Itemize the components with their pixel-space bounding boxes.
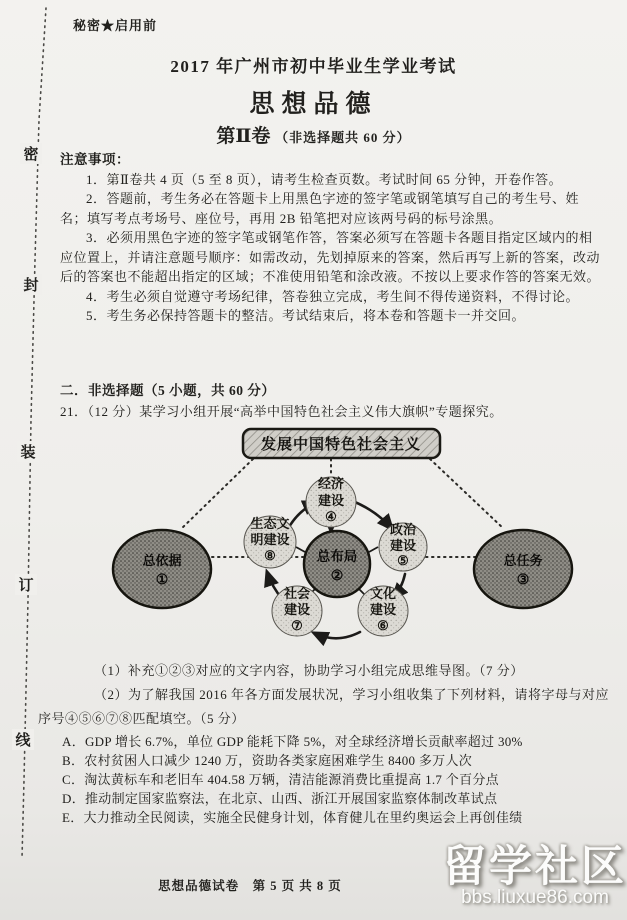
diagram-node-zongrenwu bbox=[474, 530, 572, 608]
ring-6-number: ⑥ bbox=[377, 618, 389, 633]
watermark-title: 留学社区 bbox=[443, 843, 627, 891]
ring-4-number: ④ bbox=[325, 509, 337, 524]
diagram-top-box bbox=[243, 429, 440, 458]
seal-char-feng: 封 bbox=[20, 274, 42, 295]
seal-char-ding: 订 bbox=[15, 574, 37, 595]
classification-label: 秘密★启用前 bbox=[73, 18, 158, 33]
ring-6-line1: 文化 bbox=[369, 586, 397, 601]
option-a: A．GDP 增长 6.7%，单位 GDP 能耗下降 5%，对全球经济增长贡献率超过 30% bbox=[62, 734, 523, 749]
option-list bbox=[62, 732, 622, 827]
diagram-node-shehui bbox=[272, 586, 322, 636]
diagram-node-wenhua bbox=[358, 586, 408, 636]
question-21-2-line1: （2）为了解我国 2016 年各方面发展状况，学习小组收集了下列材料，请将字母与对应 bbox=[94, 687, 610, 702]
notice-item-2: 2．答题前，考生务必在答题卡上用黑色字迹的签字笔或钢笔填写自己的考生号、姓名；填写考点考场号、座位号，再用 2B 铅笔把对应该两号码的标号涂黑。 bbox=[60, 191, 580, 226]
diagram-node-jingji bbox=[306, 476, 356, 527]
mind-map-diagram bbox=[0, 424, 627, 664]
subject-title: 思想品德 bbox=[249, 91, 378, 118]
diagram-node-zongbuju bbox=[304, 531, 370, 597]
diagram-node-zongyiju bbox=[113, 530, 211, 608]
ring-8-number: ⑧ bbox=[264, 548, 276, 563]
page-footer: 思想品德试卷 第 5 页 共 8 页 bbox=[158, 879, 342, 893]
ring-4-line2: 建设 bbox=[317, 493, 345, 508]
ring-7-line1: 社会 bbox=[283, 586, 311, 601]
option-d: D．推动制定国家监察法，在北京、山西、浙江开展国家监察体制改革试点 bbox=[62, 791, 498, 806]
diagram-node-shengtai bbox=[244, 516, 296, 568]
diagram-top-box-label: 发展中国特色社会主义 bbox=[260, 437, 422, 453]
notice-section bbox=[60, 150, 602, 326]
diagram-node-zhengzhi bbox=[379, 522, 427, 571]
volume-note: （非选择题共 60 分） bbox=[275, 130, 411, 145]
right-node-label: 总任务 bbox=[503, 553, 543, 568]
site-watermark bbox=[443, 843, 627, 909]
center-node-label: 总布局 bbox=[316, 549, 358, 564]
notice-item-5: 5．考生务必保持答题卡的整洁。考试结束后，将本卷和答题卡一并交回。 bbox=[86, 308, 526, 323]
seal-char-xian: 线 bbox=[12, 729, 34, 750]
ring-7-number: ⑦ bbox=[291, 618, 303, 633]
ring-5-number: ⑤ bbox=[397, 553, 409, 568]
question-21-intro: 21．（12 分）某学习小组开展“高举中国特色社会主义伟大旗帜”专题探究。 bbox=[60, 404, 503, 419]
exam-title: 2017 年广州市初中毕业生学业考试 bbox=[170, 57, 457, 76]
volume-title bbox=[0, 121, 627, 148]
center-node-number: ② bbox=[330, 569, 344, 584]
section-heading: 二．非选择题（5 小题，共 60 分） bbox=[60, 383, 276, 398]
notice-item-1: 1．第Ⅱ卷共 4 页（5 至 8 页），请考生检查页数。考试时间 65 分钟，开卷作答。 bbox=[86, 171, 563, 187]
question-21-2-line2: 序号④⑤⑥⑦⑧匹配填空。（5 分） bbox=[38, 711, 245, 726]
notice-item-3: 3．必须用黑色字迹的签字笔或钢笔作答，答案必须写在答题卡各题目指定区域内的相应位置上，并请注意题号顺序：如需改动，先划掉原来的答案，然后再写上新的答案，改动后的答案也不能超出指定的区域；不准使用铅笔和涂改液。不按以上要求作答的答案无效。 bbox=[60, 230, 601, 284]
left-node-label: 总依据 bbox=[142, 553, 182, 568]
ring-5-line1: 政治 bbox=[389, 522, 417, 537]
seal-char-mi: 密 bbox=[20, 143, 42, 164]
ring-5-line2: 建设 bbox=[389, 538, 417, 553]
notice-item-4: 4．考生必须自觉遵守考场纪律，答卷独立完成，考生间不得传递资料，不得讨论。 bbox=[86, 288, 580, 304]
seal-char-zhuang: 装 bbox=[17, 441, 39, 462]
option-c: C．淘汰黄标车和老旧车 404.58 万辆，清洁能源消费比重提高 1.7 个百分点 bbox=[62, 772, 499, 787]
right-node-number: ③ bbox=[516, 573, 530, 588]
question-21-1: （1）补充①②③对应的文字内容，协助学习小组完成思维导图。（7 分） bbox=[94, 663, 524, 678]
option-b: B．农村贫困人口减少 1240 万，资助各类家庭困难学生 8400 多万人次 bbox=[62, 753, 473, 768]
ring-8-line2: 明建设 bbox=[250, 532, 290, 547]
notice-heading: 注意事项： bbox=[60, 152, 130, 167]
option-e: E．大力推动全民阅读，实施全民健身计划，体育健儿在里约奥运会上再创佳绩 bbox=[62, 810, 523, 825]
left-node-number: ① bbox=[155, 573, 169, 588]
volume-label: 第Ⅱ卷 bbox=[216, 126, 271, 147]
ring-8-line1: 生态文 bbox=[250, 516, 290, 531]
ring-6-line2: 建设 bbox=[369, 602, 397, 617]
ring-7-line2: 建设 bbox=[283, 602, 311, 617]
ring-4-line1: 经济 bbox=[317, 476, 345, 491]
watermark-url: bbs.liuxue86.com bbox=[461, 887, 609, 908]
